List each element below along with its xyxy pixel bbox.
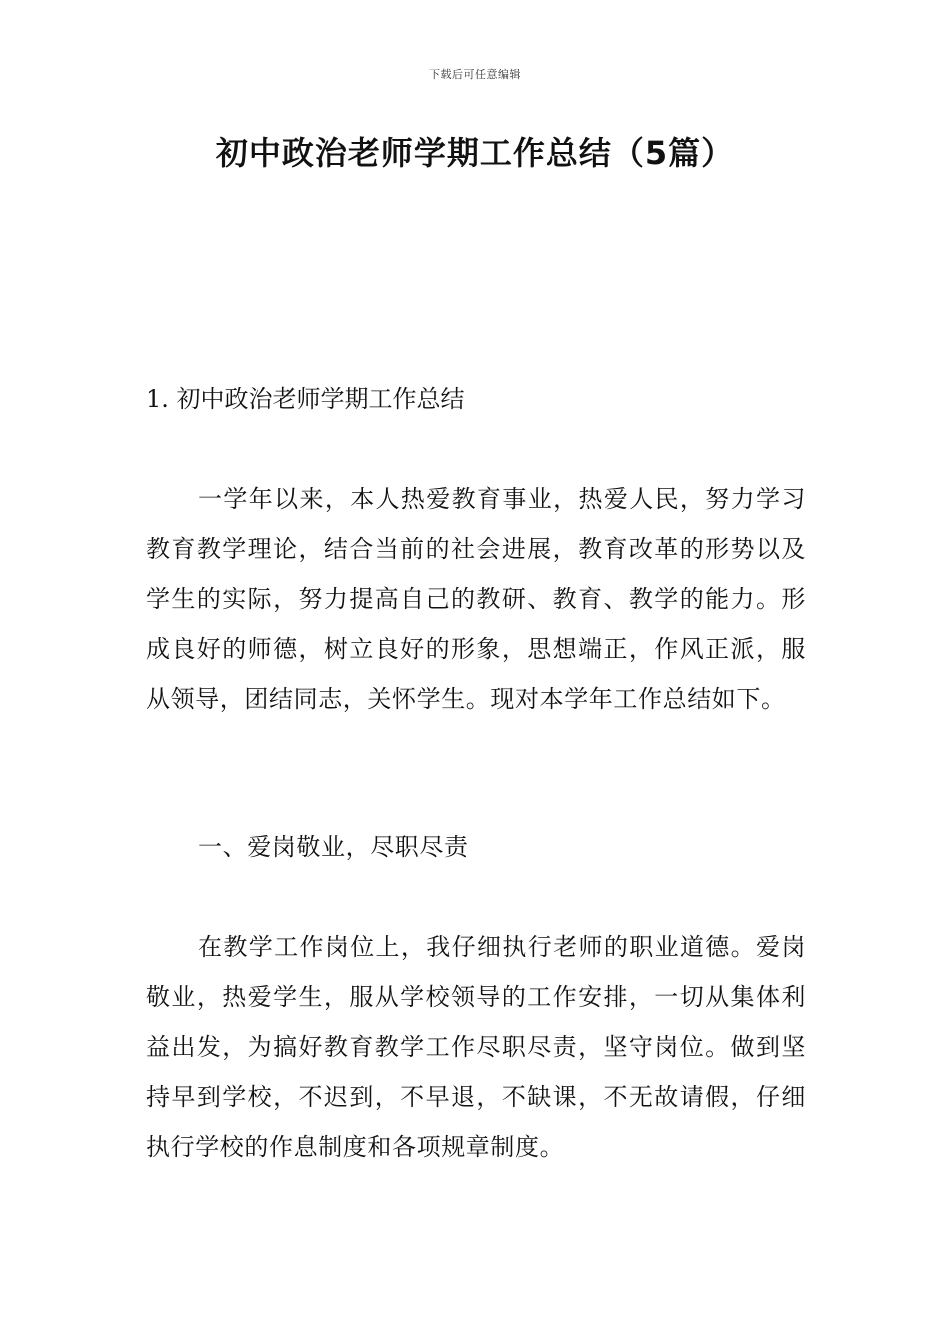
paragraph-dedication: 在教学工作岗位上，我仔细执行老师的职业道德。爱岗敬业，热爱学生，服从学校领导的工作安排，一切从集体利益出发，为搞好教育教学工作尽职尽责，坚守岗位。做到坚持早到学校，不迟到，不早退，不缺课，不无故请假，仔细执行学校的作息制度和各项规章制度。 — [146, 933, 806, 1161]
paragraph-intro: 一学年以来，本人热爱教育事业，热爱人民，努力学习教育教学理论，结合当前的社会进展，教育改革的形势以及学生的实际，努力提高自己的教研、教育、教学的能力。形成良好的师德，树立良好的形象，思想端正，作风正派，服从领导，团结同志，关怀学生。现对本学年工作总结如下。 — [146, 485, 806, 713]
sub-heading-dedication: 一、爱岗敬业，尽职尽责 — [198, 833, 469, 861]
document-title: 初中政治老师学期工作总结（5篇） — [215, 134, 735, 172]
section-heading: 1. 初中政治老师学期工作总结 — [146, 385, 465, 413]
header-note: 下载后可任意编辑 — [429, 68, 521, 81]
